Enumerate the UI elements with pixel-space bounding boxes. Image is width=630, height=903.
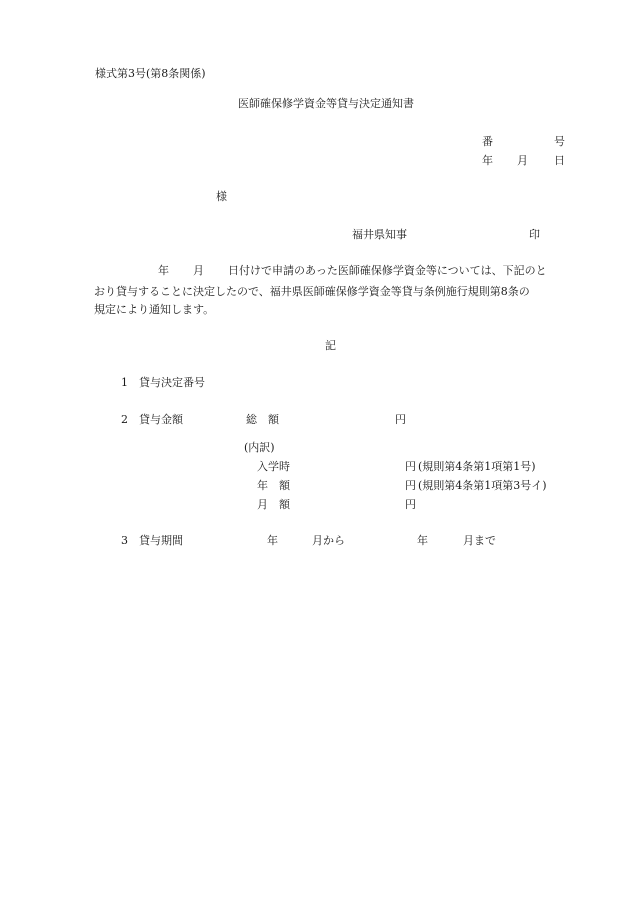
issuer-name: 福井県知事 [352,228,407,241]
item3-from-month: 月から [312,534,345,547]
item3-from-year: 年 [267,534,278,547]
body-line2: おり貸与することに決定したので、福井県医師確保修学資金等貸与条例施行規則第8条の [94,285,530,298]
item2-row-yen: 円 [405,460,416,473]
item1-label: 貸与決定番号 [139,376,205,389]
item3-number: 3 [121,534,128,547]
item2-row-label: 月 額 [257,498,290,511]
item2-row-yen: 円 [405,498,416,511]
doc-number-go: 号 [554,135,565,148]
item2-breakdown-label: (内訳) [244,441,275,454]
item2-row-label: 入学時 [257,460,290,473]
item3-to-year: 年 [417,534,428,547]
item1-number: 1 [121,376,128,389]
document-title: 医師確保修学資金等貸与決定通知書 [238,97,414,110]
item2-row-yen: 円 [405,479,416,492]
item2-row-note: (規則第4条第1項第1号) [418,460,536,473]
date-day: 日 [554,154,565,167]
item2-number: 2 [121,413,128,426]
body-line3: 規定により通知します。 [94,303,215,316]
body-year: 年 [158,264,169,277]
item2-label: 貸与金額 [139,413,183,426]
addressee-suffix: 様 [216,190,227,203]
item2-row-note: (規則第4条第1項第3号イ) [418,479,547,492]
body-line1: 日付けで申請のあった医師確保修学資金等については、下記のと [228,264,547,277]
ki-heading: 記 [325,339,336,352]
form-number-label: 様式第3号(第8条関係) [95,67,206,80]
item3-to-month: 月まで [463,534,496,547]
item3-label: 貸与期間 [139,534,183,547]
item2-row-label: 年 額 [257,479,290,492]
body-month: 月 [193,264,204,277]
item2-total-label: 総 額 [246,413,279,426]
item2-total-yen: 円 [395,413,406,426]
date-year: 年 [482,154,493,167]
date-month: 月 [517,154,528,167]
doc-number-ban: 番 [482,135,493,148]
issuer-seal: 印 [529,228,540,241]
